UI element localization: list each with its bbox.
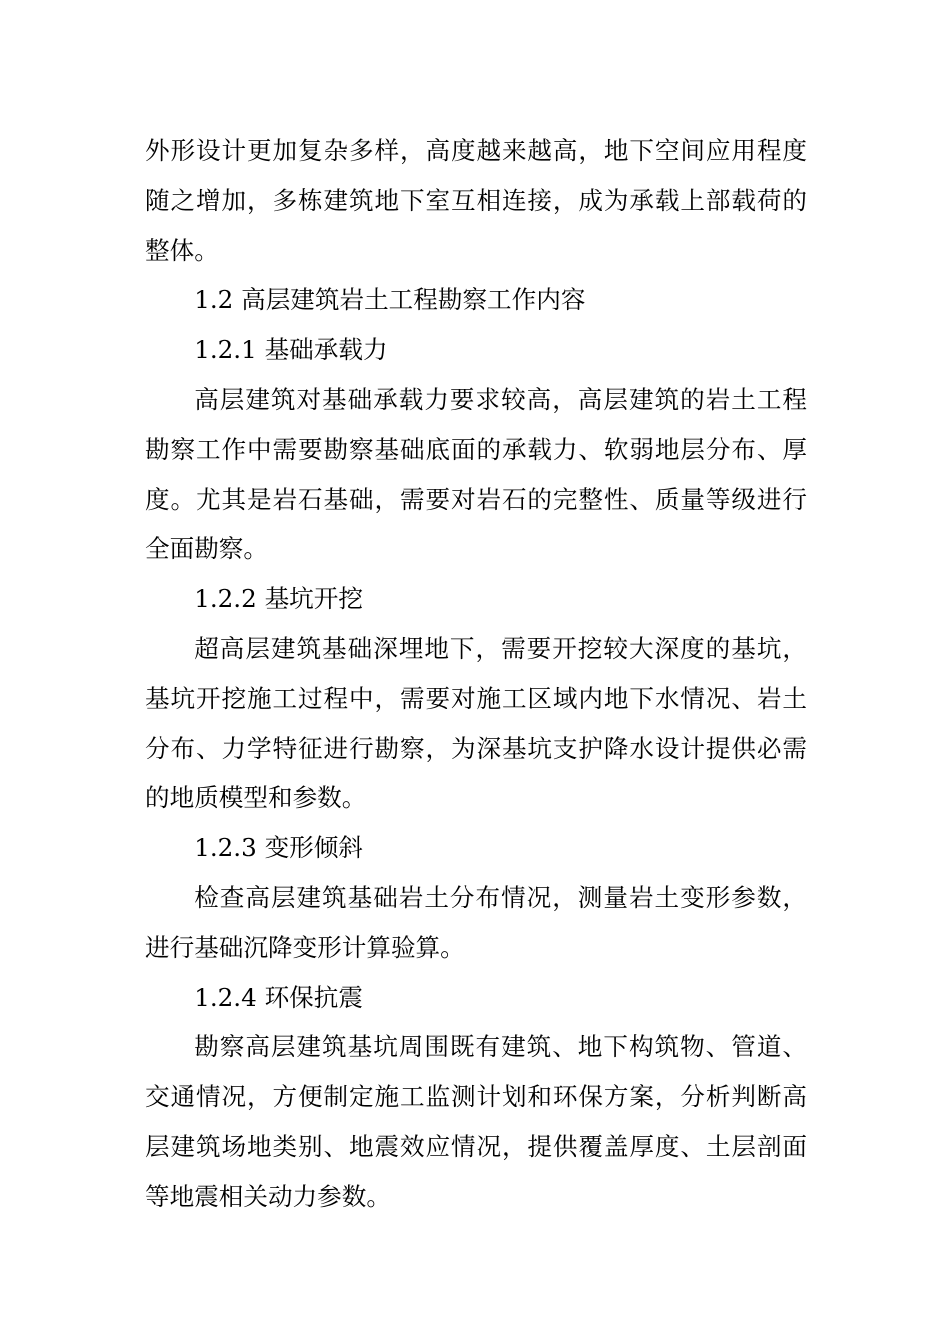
paragraph-excavation: 超高层建筑基础深埋地下，需要开挖较大深度的基坑，基坑开挖施工过程中，需要对施工区域内地下水情况、岩土分布、力学特征进行勘察，为深基坑支护降水设计提供必需的地质模型和参数。 — [145, 633, 807, 813]
paragraph-bearing-capacity: 高层建筑对基础承载力要求较高，高层建筑的岩土工程勘察工作中需要勘察基础底面的承载力、软弱地层分布、厚度。尤其是岩石基础，需要对岩石的完整性、质量等级进行全面勘察。 — [145, 384, 807, 564]
paragraph-seismic: 勘察高层建筑基坑周围既有建筑、地下构筑物、管道、交通情况，方便制定施工监测计划和环保方案，分析判断高层建筑场地类别、地震效应情况，提供覆盖厚度、土层剖面等地震相关动力参数。 — [145, 1032, 807, 1211]
paragraph-deformation: 检查高层建筑基础岩土分布情况，测量岩土变形参数，进行基础沉降变形计算验算。 — [145, 882, 807, 962]
subsection-heading-1-2-3: 1.2.3 变形倾斜 — [194, 833, 363, 863]
paragraph-continuation: 外形设计更加复杂多样，高度越来越高，地下空间应用程度随之增加，多栋建筑地下室互相连接，成为承载上部载荷的整体。 — [145, 136, 807, 265]
subsection-heading-1-2-4: 1.2.4 环保抗震 — [194, 982, 363, 1012]
section-heading-1-2: 1.2 高层建筑岩土工程勘察工作内容 — [194, 285, 586, 315]
subsection-heading-1-2-1: 1.2.1 基础承载力 — [194, 335, 388, 365]
document-body — [145, 126, 807, 1222]
subsection-heading-1-2-2: 1.2.2 基坑开挖 — [194, 584, 363, 614]
